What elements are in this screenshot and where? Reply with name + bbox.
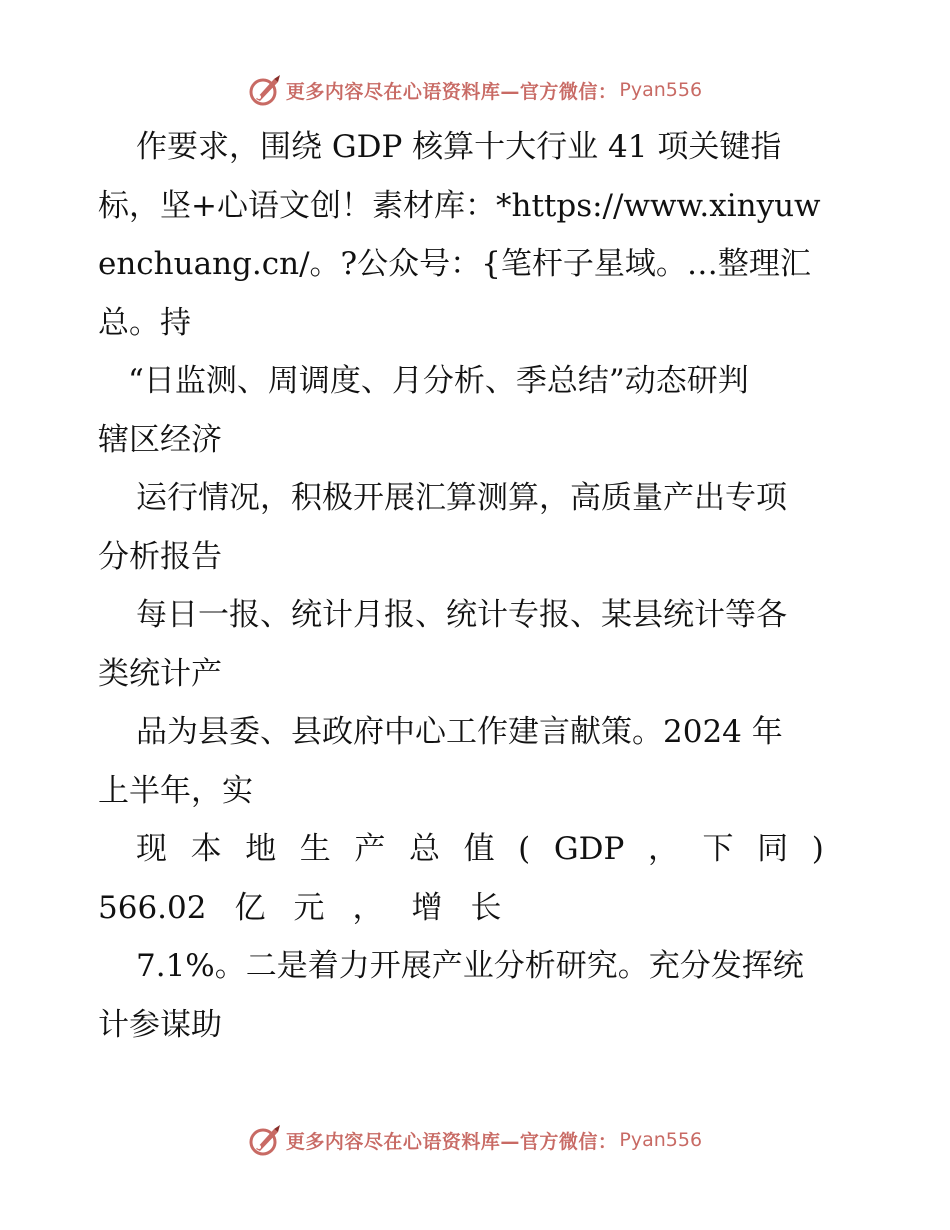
text-line: 上半年，实	[98, 772, 253, 809]
spaced-char: 生	[299, 831, 331, 867]
text-line: 分析报告	[98, 538, 222, 575]
spaced-char: 产	[354, 831, 386, 867]
text-line: 运行情况，积极开展汇算测算，高质量产出专项	[136, 480, 787, 516]
text-line: 7.1%。二是着力开展产业分析研究。充分发挥统	[136, 948, 804, 984]
footer-watermark-banner	[0, 1120, 950, 1160]
text-line: 类统计产	[98, 655, 222, 692]
spaced-char: 总	[408, 831, 440, 867]
banner-wechat-id: Pyan556	[619, 1129, 703, 1151]
header-watermark-banner	[0, 70, 950, 110]
spaced-text-line	[98, 820, 850, 879]
spaced-char: 增	[411, 889, 443, 926]
text-line: 辖区经济	[98, 421, 222, 458]
spaced-char: 下	[702, 831, 734, 867]
spaced-char: ，	[352, 889, 384, 926]
spaced-char: 本	[190, 831, 222, 867]
spaced-char: 亿	[234, 889, 266, 926]
spaced-char: )	[811, 831, 824, 867]
spaced-char: 现	[136, 831, 167, 867]
text-line: 作要求，围绕 GDP 核算十大行业 41 项关键指	[136, 129, 782, 165]
banner-text: 更多内容尽在心语资料库—官方微信：	[285, 1130, 618, 1153]
text-line: 每日一报、统计月报、统计专报、某县统计等各	[136, 597, 787, 633]
banner-text: 更多内容尽在心语资料库—官方微信：	[285, 80, 618, 103]
spaced-text-line	[98, 879, 850, 938]
text-line: “日监测、周调度、月分析、季总结”动态研判	[128, 363, 749, 399]
spaced-char: 元	[293, 889, 325, 926]
spaced-char: 地	[245, 831, 277, 867]
text-line: 标，坚+心语文创！素材库：*https://www.xinyuw	[98, 187, 821, 224]
text-line: enchuang.cn/。?公众号：{笔杆子星域。…整理汇	[98, 246, 811, 282]
quill-pen-logo-icon	[248, 1123, 282, 1157]
text-line: 品为县委、县政府中心工作建言献策。2024 年	[136, 714, 783, 750]
spaced-char: 同	[757, 831, 789, 867]
banner-wechat-id: Pyan556	[619, 79, 703, 101]
spaced-char: 566.02	[98, 889, 207, 926]
spaced-char: ，	[647, 831, 679, 867]
spaced-char: (	[518, 831, 531, 867]
spaced-char: 值	[463, 831, 495, 867]
spaced-char: 长	[470, 889, 502, 926]
document-body	[98, 118, 850, 1054]
text-line: 计参谋助	[98, 1006, 222, 1043]
quill-pen-logo-icon	[248, 73, 282, 107]
text-line: 总。持	[98, 304, 191, 341]
spaced-char: GDP	[553, 831, 625, 867]
